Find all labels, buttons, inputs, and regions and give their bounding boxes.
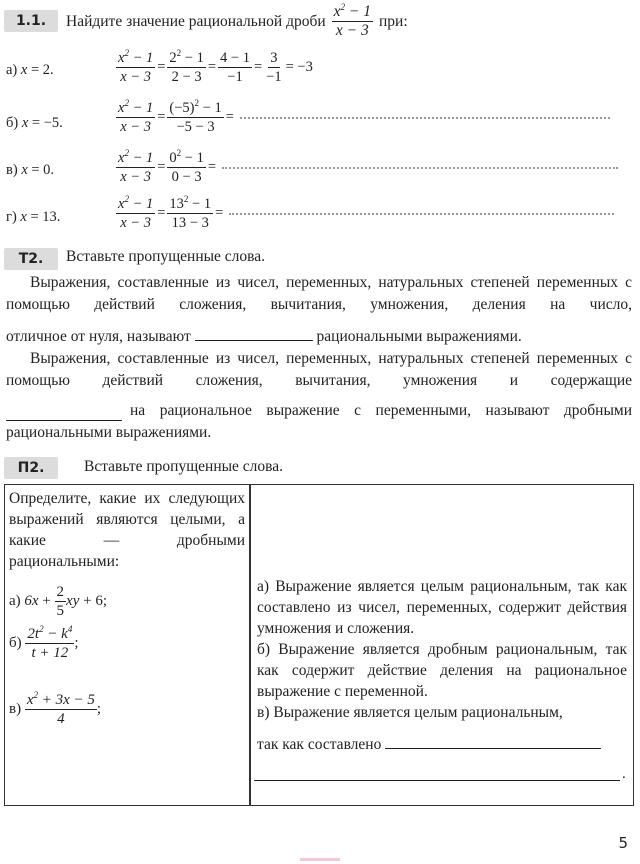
paragraph-2: Выражения, составленные из чисел, переменных, натуральных степеней переменных с помощью действий сложения, вычитания, умножения и содержащие (6, 350, 632, 389)
page-number: 5 (618, 834, 628, 852)
paragraph-2-end: на рациональное выражение с переменными, называют дробными рациональными выражениями. (6, 402, 632, 441)
table-divider (249, 484, 251, 806)
answer-b: б) Выражение является дробным рациональным, так как содержит действие деления на рациональное выражение с переменной. (257, 641, 627, 700)
answer-c-continued: так как составлено (257, 734, 601, 754)
row-label-a: а) x = 2. (6, 62, 54, 78)
paragraph-1: Выражения, составленные из чисел, переменных, натуральных степеней переменных с помощью действий сложения, вычитания, умножения, деления на число, (6, 274, 632, 313)
left-cell (9, 488, 245, 572)
fill-line[interactable] (254, 780, 620, 781)
answer-dotted-line[interactable] (240, 116, 610, 119)
task-number-badge: П2. (4, 457, 58, 479)
math-row-a: $\frac{x^2 - 1}{x - 3}$ = $\frac{2^2 - 1}{2 - 3}$ = $\frac{4 - 1}{-1}$ = $\frac{3}{-1}$ = −3 (118, 48, 313, 85)
instruction-suffix: при: (379, 12, 408, 30)
right-cell (257, 576, 627, 723)
sentence-end-dot: . (622, 766, 626, 782)
option-a: а) 6x + $\frac{2}{5}$ xy + 6; (9, 584, 108, 619)
answer-a: а) Выражение является целым рациональным, так как составлено из чисел, переменных, содержит действия умножения и сложения. (257, 578, 627, 637)
math-row-d: $\frac{x^2 - 1}{x - 3}$ = $\frac{13^2 - 1}{13 - 3}$ = (116, 196, 614, 231)
math-row-b: $\frac{x^2 - 1}{x - 3}$ = $\frac{(-5)^2 - 1}{-5 - 3}$ = (116, 100, 610, 135)
fraction-display (332, 4, 373, 39)
row-label-c: в) x = 0. (6, 162, 55, 178)
task-instruction (66, 4, 408, 39)
fraction-numerator: $x^2 - 1$ (333, 2, 371, 20)
fraction-denominator: x − 3 (335, 22, 369, 39)
decorative-mark (300, 858, 340, 861)
row-label-d: г) x = 13. (6, 209, 61, 225)
instruction-text: Найдите значение рациональной дроби (66, 12, 326, 30)
option-c: в) $\frac{x^2 + 3x - 5}{4}$ ; (9, 690, 102, 727)
task-number-badge: 1.1. (4, 10, 58, 32)
answer-c: в) Выражение является целым рациональным, (257, 704, 563, 721)
option-b: б) $\frac{2t^2 - k^4}{t + 12}$ ; (9, 624, 79, 661)
answer-dotted-line[interactable] (229, 212, 614, 215)
fill-blank[interactable] (385, 734, 601, 749)
task-instruction: Вставьте пропущенные слова. (66, 248, 266, 265)
left-cell-intro: Определите, какие их следующих выражений являются целыми, а какие — дробными рациональными: (9, 490, 245, 570)
math-row-c: $\frac{x^2 - 1}{x - 3}$ = $\frac{0^2 - 1}{0 - 3}$ = (116, 150, 618, 185)
fill-blank[interactable] (195, 326, 313, 341)
fill-blank[interactable] (6, 406, 122, 421)
task-instruction: Вставьте пропущенные слова. (84, 458, 284, 475)
task-number-badge: Т2. (4, 248, 58, 270)
paragraph-1-end: отличное от нуля, называют рациональными выражениями. (6, 328, 522, 345)
row-label-b: б) x = −5. (6, 115, 63, 131)
answer-dotted-line[interactable] (222, 166, 618, 169)
